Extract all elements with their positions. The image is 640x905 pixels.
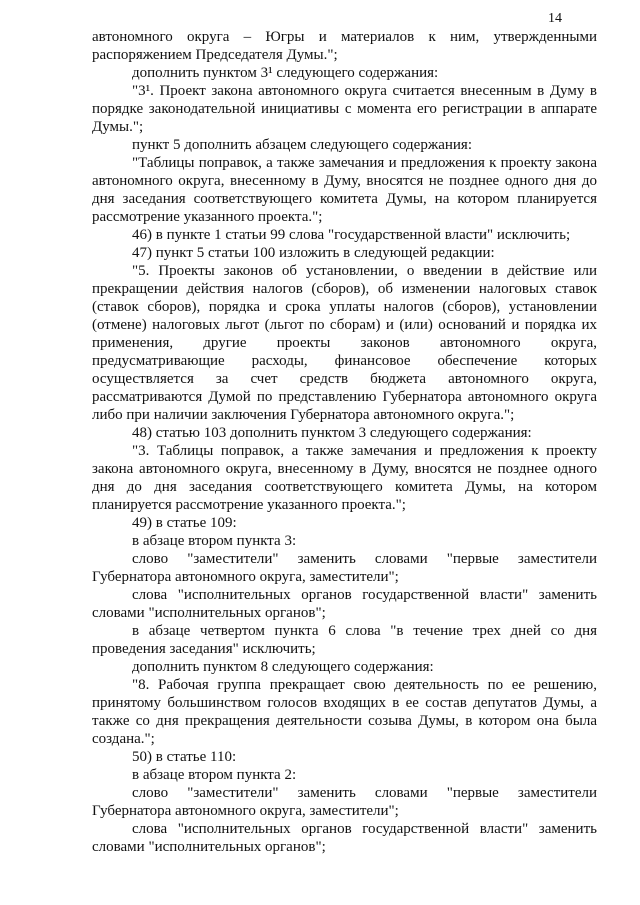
paragraph-10: "3. Таблицы поправок, а также замечания и предложения к проекту закона автономного округа, внесенному в Думу, вносятся не позднее одного дня до дня заседания соответствующего комитета Думы, на котором планируется рассмотрение указанного проекта."; (92, 443, 597, 513)
paragraph-3: "3¹. Проект закона автономного округа считается внесенным в Думу в порядке законодательной инициативы с момента его регистрации в аппарате Думы."; (92, 83, 597, 135)
paragraph-16: дополнить пунктом 8 следующего содержания: (132, 659, 434, 675)
paragraph-5: "Таблицы поправок, а также замечания и предложения к проекту закона автономного округа, внесенному в Думу, вносятся не позднее одного дня до дня заседания соответствующего комитета Думы, на котором планируется рассмотрение указанного проекта."; (92, 155, 597, 225)
paragraph-20: слово "заместители" заменить словами "первые заместители Губернатора автономного округа, заместители"; (92, 785, 597, 819)
paragraph-4: пункт 5 дополнить абзацем следующего содержания: (132, 137, 472, 153)
paragraph-15: в абзаце четвертом пункта 6 слова "в течение трех дней со дня проведения заседания" исключить; (92, 623, 597, 657)
paragraph-1: автономного округа – Югры и материалов к ним, утвержденными распоряжением Председателя Думы."; (92, 29, 597, 63)
paragraph-19: в абзаце втором пункта 2: (132, 767, 297, 783)
paragraph-17: "8. Рабочая группа прекращает свою деятельность по ее решению, принятому большинством голосов входящих в ее состав депутатов Думы, а также со дня прекращения деятельности созыва Думы, в котором она была создана."; (92, 677, 597, 747)
paragraph-9: 48) статью 103 дополнить пунктом 3 следующего содержания: (132, 425, 532, 441)
paragraph-2: дополнить пунктом 3¹ следующего содержания: (132, 65, 439, 81)
paragraph-18: 50) в статье 110: (132, 749, 237, 765)
page-number: 14 (548, 11, 562, 26)
paragraph-21: слова "исполнительных органов государственной власти" заменить словами "исполнительных органов"; (92, 821, 597, 855)
paragraph-13: слово "заместители" заменить словами "первые заместители Губернатора автономного округа, заместители"; (92, 551, 597, 585)
paragraph-11: 49) в статье 109: (132, 515, 237, 531)
document-body (92, 28, 597, 856)
paragraph-12: в абзаце втором пункта 3: (132, 533, 297, 549)
paragraph-14: слова "исполнительных органов государственной власти" заменить словами "исполнительных органов"; (92, 587, 597, 621)
paragraph-8: "5. Проекты законов об установлении, о введении в действие или прекращении действия налогов (сборов), об изменении налоговых ставок (ставок сборов), порядка и срока уплаты налогов (сборов), установлении (отмене) налоговых льгот (льгот по сборам) и (или) оснований и порядка их применения, другие проекты законов автономного округа, предусматривающие расходы, финансовое обеспечение которых осуществляется за счет средств бюджета автономного округа, рассматриваются Думой по представлению Губернатора автономного округа либо при наличии заключения Губернатора автономного округа."; (92, 263, 597, 423)
paragraph-7: 47) пункт 5 статьи 100 изложить в следующей редакции: (132, 245, 495, 261)
paragraph-6: 46) в пункте 1 статьи 99 слова "государственной власти" исключить; (132, 227, 571, 243)
